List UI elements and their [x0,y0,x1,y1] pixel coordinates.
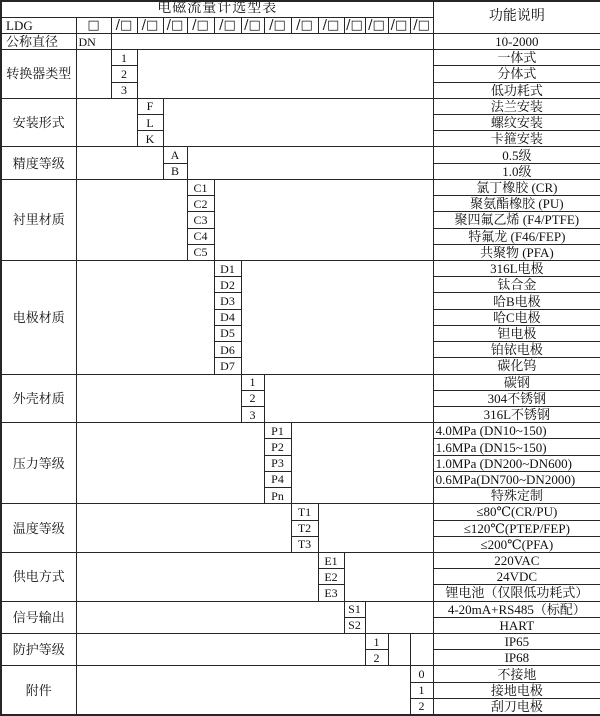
code-cell: P3 [264,455,291,471]
desc-cell: 低功耗式 [433,82,600,98]
empty-right-cell [318,504,433,553]
code-cell: 2 [241,390,264,406]
empty-left-cell [76,666,410,715]
ldg-slash-box: /□ [264,17,291,33]
ldg-slash-box: /□ [187,17,214,33]
code-cell: 1 [410,682,433,698]
desc-cell: 聚氨酯橡胶 (PU) [433,196,600,212]
desc-cell: 不接地 [433,666,600,682]
desc-cell: 220VAC [433,552,600,568]
ldg-slash-box: /□ [241,17,264,33]
code-cell: D5 [214,325,241,341]
empty-right-cell [241,261,433,375]
ldg-first-box: □ [76,17,111,33]
empty-left-cell [76,374,241,423]
ldg-slash-box: /□ [388,17,410,33]
section-label: 附件 [1,666,76,715]
desc-cell: HART [433,617,600,633]
code-cell: D3 [214,293,241,309]
desc-cell: 4.0MPa (DN10~150) [433,423,600,439]
section-label: 温度等级 [1,504,76,553]
section-label: 安装形式 [1,98,76,147]
desc-cell: 共聚物 (PFA) [433,244,600,260]
empty-left-cell [76,504,291,553]
code-cell: D6 [214,342,241,358]
ldg-slash-box: /□ [410,17,433,33]
desc-cell: 聚四氟乙烯 (F4/PTFE) [433,212,600,228]
empty-left-cell [76,423,264,504]
code-cell: E3 [318,585,344,601]
code-cell: Pn [264,488,291,504]
desc-cell: 螺纹安装 [433,115,600,131]
code-cell: 2 [365,650,388,666]
code-cell: C2 [187,196,214,212]
empty-span-cell [111,33,433,49]
desc-cell: 1.0级 [433,163,600,179]
ldg-slash-box: /□ [365,17,388,33]
code-cell: 3 [241,406,264,422]
code-cell: C5 [187,244,214,260]
desc-cell: 特殊定制 [433,488,600,504]
empty-left-cell [76,552,318,601]
code-cell: 2 [111,66,137,82]
empty-left-cell [76,147,163,179]
empty-left-cell [76,261,214,375]
desc-cell: 特氟龙 (F46/FEP) [433,228,600,244]
empty-right-cell [214,179,433,260]
code-cell: 0 [410,666,433,682]
code-cell: T2 [291,520,318,536]
code-cell: 2 [410,698,433,715]
code-cell: 1 [111,50,137,66]
desc-cell: 法兰安装 [433,98,600,114]
section-label: 压力等级 [1,423,76,504]
desc-cell: 1.6MPa (DN15~150) [433,439,600,455]
desc-cell: 钛合金 [433,277,600,293]
code-cell: P2 [264,439,291,455]
desc-cell: 316L电极 [433,261,600,277]
code-cell: P4 [264,471,291,487]
empty-right-cell [388,634,410,666]
desc-cell: 1.0MPa (DN200~DN600) [433,455,600,471]
section-label: 精度等级 [1,147,76,179]
empty-right-cell [365,601,433,633]
empty-right-cell [163,98,433,147]
ldg-slash-box: /□ [344,17,365,33]
section-label-diameter: 公称直径 [1,33,76,49]
code-cell: D1 [214,261,241,277]
empty-left-cell [76,601,344,633]
section-label: 信号输出 [1,601,76,633]
code-cell: 1 [241,374,264,390]
empty-left-cell [76,179,187,260]
desc-cell: 卡箍安装 [433,131,600,147]
ldg-slash-box: /□ [111,17,137,33]
ldg-label: LDG [1,17,76,33]
code-cell: C1 [187,179,214,195]
desc-cell: 316L不锈钢 [433,406,600,422]
ldg-slash-box: /□ [137,17,163,33]
desc-cell: 304不锈钢 [433,390,600,406]
section-label: 防护等级 [1,634,76,666]
ldg-slash-box: /□ [318,17,344,33]
empty-right-cell [137,50,433,99]
desc-cell: 刮刀电极 [433,698,600,715]
function-column-header: 功能说明 [433,1,600,33]
desc-cell: 24VDC [433,569,600,585]
desc-cell: 分体式 [433,66,600,82]
desc-cell: 哈B电极 [433,293,600,309]
desc-cell: ≤80℃(CR/PU) [433,504,600,520]
code-cell: D2 [214,277,241,293]
code-cell: 3 [111,82,137,98]
desc-cell: 4-20mA+RS485（标配） [433,601,600,617]
empty-left-cell [76,98,137,147]
dn-code-cell: DN [76,33,111,49]
code-cell: S1 [344,601,365,617]
desc-cell: 哈C电极 [433,309,600,325]
desc-cell: 0.5级 [433,147,600,163]
code-cell: D7 [214,358,241,374]
code-cell: 1 [365,634,388,650]
section-label: 衬里材质 [1,179,76,260]
empty-left-cell [76,50,111,99]
section-label: 供电方式 [1,552,76,601]
desc-cell: ≤200℃(PFA) [433,536,600,552]
section-label: 电极材质 [1,261,76,375]
code-cell: K [137,131,163,147]
desc-cell: 碳钢 [433,374,600,390]
code-cell: D4 [214,309,241,325]
code-cell: E1 [318,552,344,568]
desc-cell: 碳化钨 [433,358,600,374]
code-cell: B [163,163,187,179]
ldg-slash-box: /□ [214,17,241,33]
desc-cell: 10-2000 [433,33,600,49]
desc-cell: ≤120℃(PTEP/FEP) [433,520,600,536]
code-cell: T1 [291,504,318,520]
desc-cell: 钽电极 [433,325,600,341]
empty-right-cell [264,374,433,423]
code-cell: T3 [291,536,318,552]
empty-right-cell [291,423,433,504]
code-cell: C4 [187,228,214,244]
desc-cell: 锂电池（仅限低功耗式） [433,585,600,601]
code-cell: A [163,147,187,163]
code-cell: L [137,115,163,131]
desc-cell: 氯丁橡胶 (CR) [433,179,600,195]
desc-cell: 铂铱电极 [433,342,600,358]
ldg-slash-box: /□ [163,17,187,33]
code-cell: F [137,98,163,114]
ldg-slash-box: /□ [291,17,318,33]
empty-right-cell [344,552,433,601]
desc-cell: IP68 [433,650,600,666]
code-cell: P1 [264,423,291,439]
empty-right-cell [410,634,433,666]
desc-cell: 接地电极 [433,682,600,698]
desc-cell: IP65 [433,634,600,650]
empty-right-cell [187,147,433,179]
desc-cell: 一体式 [433,50,600,66]
code-cell: S2 [344,617,365,633]
section-label: 转换器类型 [1,50,76,99]
desc-cell: 0.6MPa(DN700~DN2000) [433,471,600,487]
code-cell: C3 [187,212,214,228]
section-label: 外壳材质 [1,374,76,423]
code-cell: E2 [318,569,344,585]
empty-left-cell [76,634,365,666]
table-title: 电磁流量计选型表 [1,1,433,17]
